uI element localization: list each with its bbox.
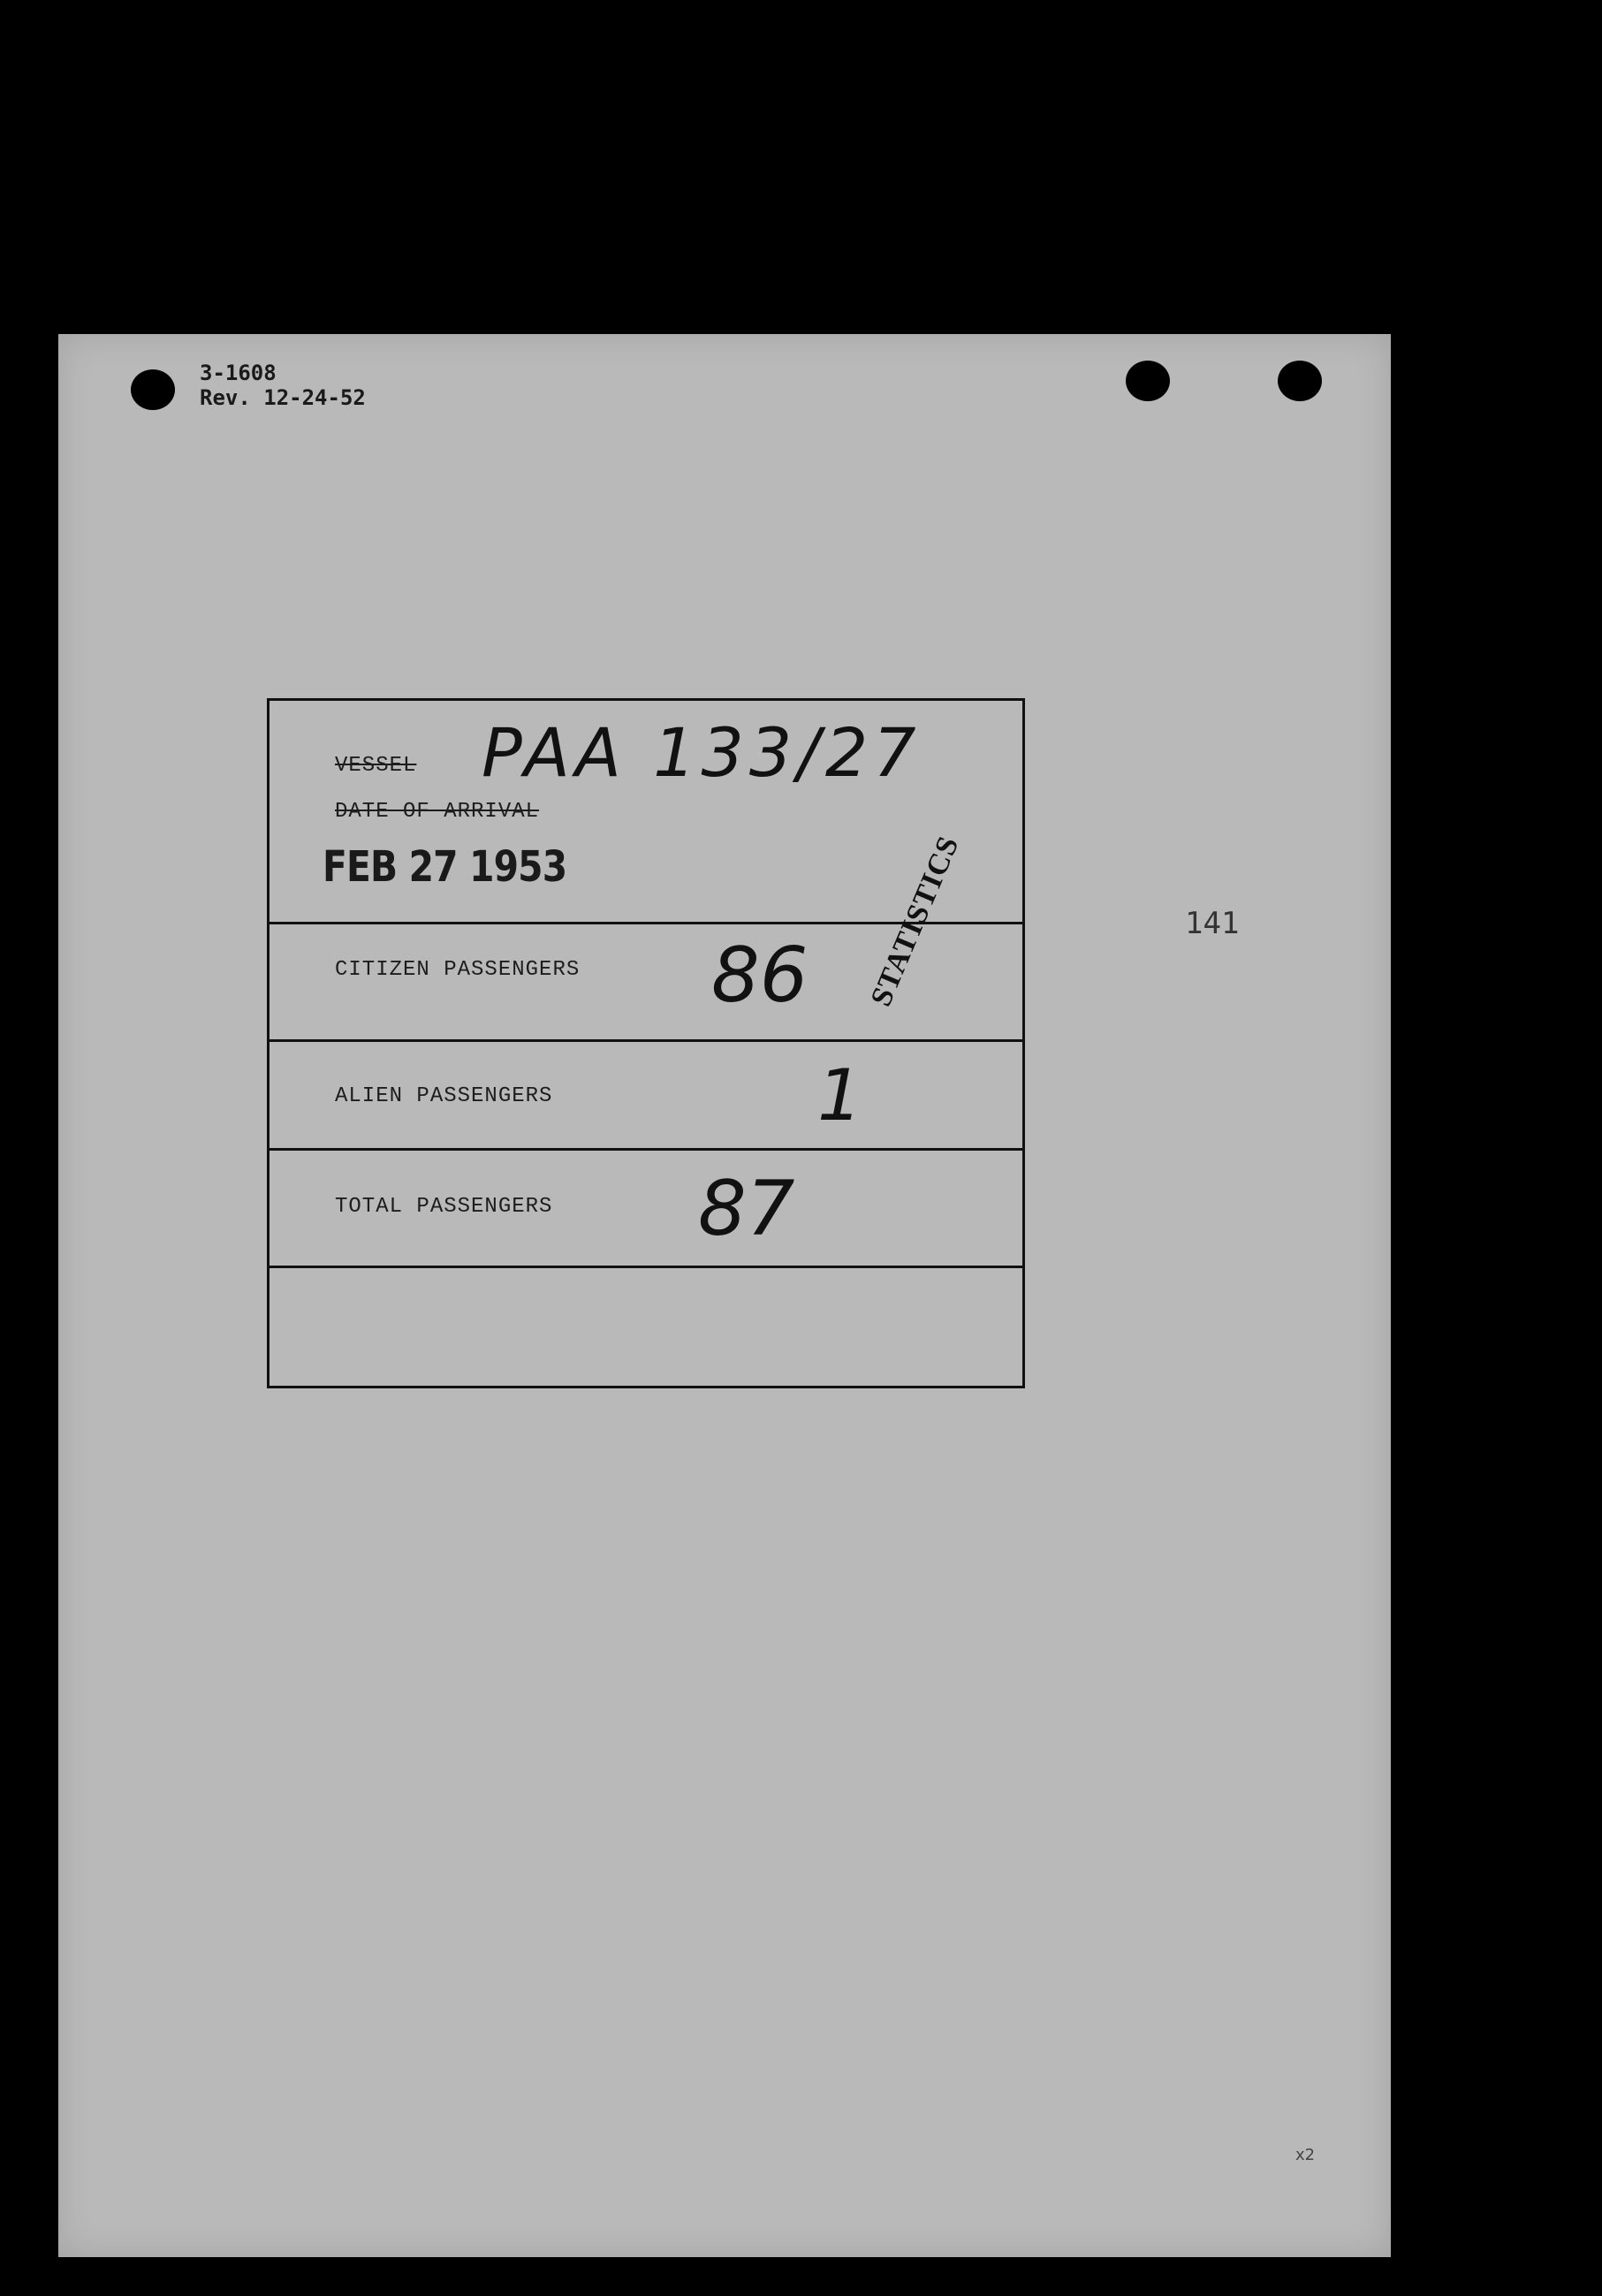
statistics-stamp: STATISTICS xyxy=(864,831,966,1012)
total-section xyxy=(270,1151,1022,1268)
blank-section xyxy=(270,1268,1022,1386)
alien-section xyxy=(270,1042,1022,1151)
alien-passengers-label: ALIEN PASSENGERS xyxy=(335,1084,553,1108)
date-of-arrival-label: DATE OF ARRIVAL xyxy=(335,800,540,824)
corner-note: x2 xyxy=(1295,2146,1316,2164)
citizen-passengers-value: 86 xyxy=(711,931,809,1020)
form-number-block xyxy=(200,361,366,410)
vessel-label: VESSEL xyxy=(335,754,417,778)
punch-hole-right-1 xyxy=(1126,361,1170,401)
alien-passengers-value: 1 xyxy=(817,1054,862,1137)
citizen-passengers-label: CITIZEN PASSENGERS xyxy=(335,958,581,982)
form-revision: Rev. 12-24-52 xyxy=(200,385,366,410)
vessel-value: PAA 133/27 xyxy=(482,713,922,792)
punch-hole-right-2 xyxy=(1278,361,1322,401)
total-passengers-label: TOTAL PASSENGERS xyxy=(335,1195,553,1219)
passenger-form-box xyxy=(267,698,1025,1388)
vessel-date-section xyxy=(270,701,1022,924)
page-number: 141 xyxy=(1185,906,1240,941)
citizen-section xyxy=(270,924,1022,1042)
punch-hole-left xyxy=(131,369,175,410)
form-number: 3-1608 xyxy=(200,361,277,385)
total-passengers-value: 87 xyxy=(698,1165,795,1253)
date-of-arrival-value: FEB 27 1953 xyxy=(323,842,567,892)
